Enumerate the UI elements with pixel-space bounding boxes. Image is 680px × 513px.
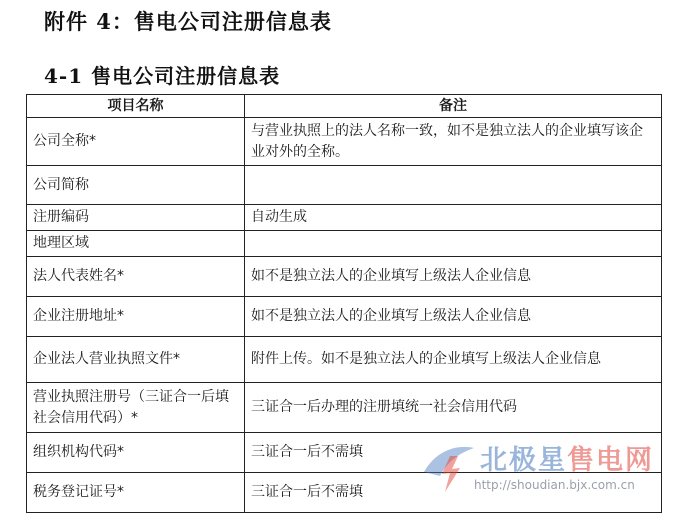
table-row [27,433,662,473]
column-header-item-name: 项目名称 [27,95,245,118]
table-row [27,231,662,257]
table-row [27,383,662,433]
watermark-brand-part1: 北极星 [480,445,567,476]
table-row [27,166,662,205]
watermark-url: http://shoudian.bjx.com.cn [474,478,635,492]
registration-info-table [26,94,662,513]
row-note-cell: 三证合一后不需填 [245,433,662,473]
row-name-cell: 组织机构代码* [27,433,245,473]
row-note-cell: 与营业执照上的法人名称一致，如不是独立法人的企业填写该企业对外的全称。 [245,118,662,166]
row-note-cell: 三证合一后办理的注册填统一社会信用代码 [245,383,662,433]
row-name-cell: 注册编码 [27,205,245,231]
row-note-cell: 如不是独立法人的企业填写上级法人企业信息 [245,257,662,297]
row-name-cell: 企业注册地址* [27,297,245,337]
table-row [27,473,662,513]
table-header-row [27,95,662,118]
row-note-cell: 附件上传。如不是独立法人的企业填写上级法人企业信息 [245,337,662,383]
table-row [27,297,662,337]
row-name-cell: 企业法人营业执照文件* [27,337,245,383]
row-name-cell: 税务登记证号* [27,473,245,513]
table-row [27,118,662,166]
row-name-cell: 营业执照注册号（三证合一后填社会信用代码）* [27,383,245,433]
row-note-cell [245,166,662,205]
row-name-cell: 法人代表姓名* [27,257,245,297]
table-row [27,257,662,297]
row-note-cell [245,231,662,257]
column-header-remarks: 备注 [245,95,662,118]
row-note-cell: 如不是独立法人的企业填写上级法人企业信息 [245,297,662,337]
table-title: 4-1 售电公司注册信息表 [44,64,281,88]
row-note-cell: 自动生成 [245,205,662,231]
watermark-brand-part2: 售电网 [567,445,654,476]
page-title: 附件 4：售电公司注册信息表 [44,9,332,34]
table-row [27,205,662,231]
row-name-cell: 公司全称* [27,118,245,166]
row-name-cell: 地理区域 [27,231,245,257]
table-row [27,337,662,383]
row-note-cell: 三证合一后不需填 [245,473,662,513]
row-name-cell: 公司简称 [27,166,245,205]
